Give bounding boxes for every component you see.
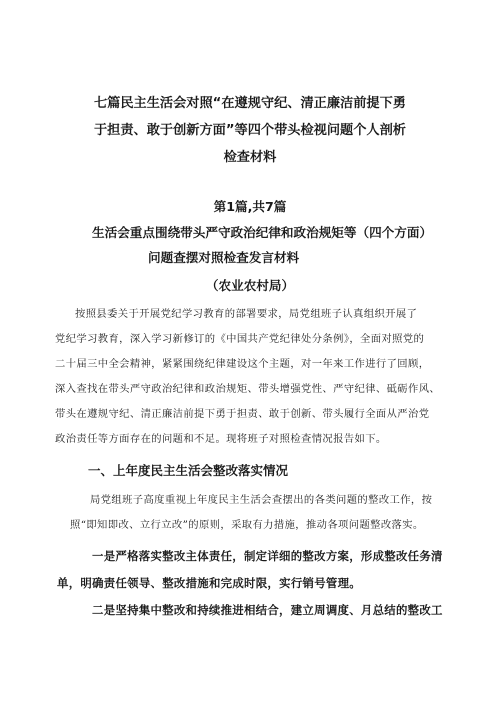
intro-line-4: 深入查找在带头严守政治纪律和政治规矩、带头增强党性、严守纪律、砥砺作风、 — [55, 383, 441, 395]
intro-line-6: 政治责任等方面存在的问题和不足。现将班子对照检查情况报告如下。 — [55, 433, 387, 445]
unit-label: （农业农村局） — [205, 278, 295, 293]
para3-line-2: 单，明确责任领导、整改措施和完成时限，实行销号管理。 — [57, 576, 361, 590]
part-label: 第1篇,共7篇 — [213, 199, 287, 214]
subtitle-line-2: 问题查摆对照检查发言材料 — [148, 250, 300, 265]
para4-line-1: 二是坚持集中整改和持续推进相结合，建立周调度、月总结的整改工 — [92, 603, 443, 617]
intro-line-5: 带头在遵规守纪、清正廉洁前提下勇于担责、敢于创新、带头履行全面从严治党 — [55, 408, 430, 420]
para3-line-1: 一是严格落实整改主体责任，制定详细的整改方案，形成整改任务清 — [92, 549, 443, 563]
document-title-line-1: 七篇民主生活会对照“在遵规守纪、清正廉洁前提下勇 — [94, 96, 406, 111]
intro-line-1: 按照县委关于开展党纪学习教育的部署要求，局党组班子认真组织开展了 — [75, 308, 418, 320]
para2-line-2: 照“即知即改、立行立改”的原则，采取有力措施，推动各项问题整改落实。 — [70, 519, 424, 531]
intro-line-2: 党纪学习教育，深入学习新修订的《中国共产党纪律处分条例》，全面对照党的 — [55, 333, 425, 345]
document-title-line-2: 于担责、敢于创新方面”等四个带头检视问题个人剖析 — [94, 123, 406, 138]
section-heading-1: 一、上年度民主生活会整改落实情况 — [88, 463, 289, 478]
document-title-line-3: 检查材料 — [223, 150, 277, 165]
intro-line-3: 二十届三中全会精神，紧紧围绕纪律建设这个主题，对一年来工作进行了回顾， — [55, 358, 430, 370]
para2-line-1: 局党组班子高度重视上年度民主生活会查摆出的各类问题的整改工作，按 — [90, 494, 433, 506]
subtitle-line-1: 生活会重点围绕带头严守政治纪律和政治规矩等（四个方面） — [92, 225, 433, 240]
